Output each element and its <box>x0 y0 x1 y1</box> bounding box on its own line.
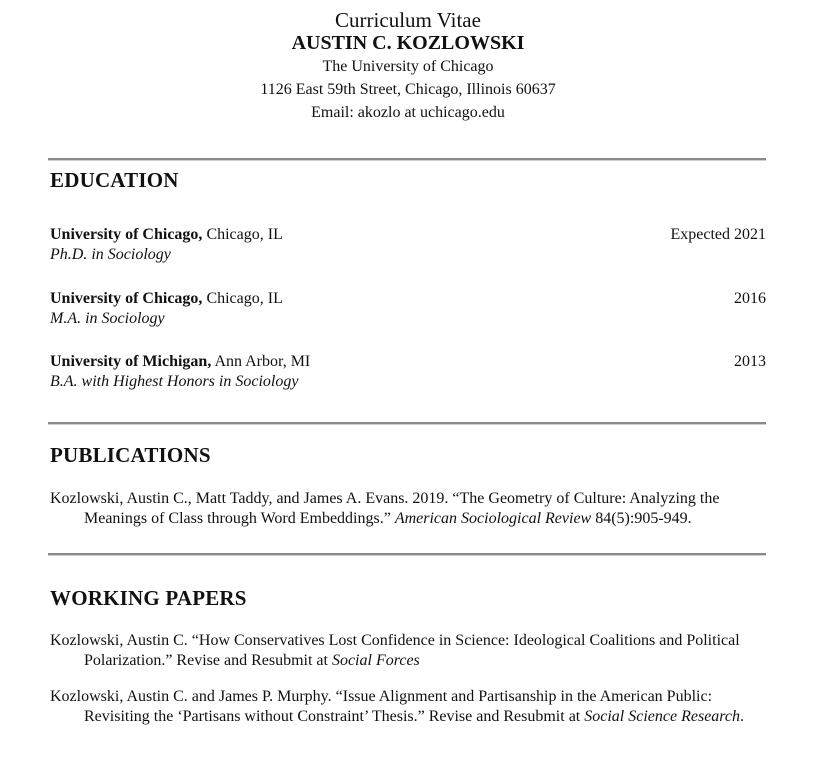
publications-heading: PUBLICATIONS <box>50 443 211 467</box>
school-name: University of Michigan, <box>50 353 212 370</box>
school-name: University of Chicago, <box>50 290 203 307</box>
citation-suffix: . <box>740 708 745 725</box>
degree: M.A. in Sociology <box>50 310 165 327</box>
education-date: 2013 <box>734 353 766 370</box>
school-location: Chicago, IL <box>202 226 283 243</box>
institution: The University of Chicago <box>322 58 494 75</box>
school-name: University of Chicago, <box>50 226 203 243</box>
school-location: Chicago, IL <box>202 290 283 307</box>
section-divider <box>48 553 766 556</box>
citation-text: Kozlowski, Austin C. and James P. Murphy. “Issue Alignment and Partisanship in the American Public: Revisiting the ‘Partisans without Constraint’ Thesis.” Revise and Resubmit at <box>50 688 713 725</box>
education-entry <box>50 352 766 392</box>
education-entry <box>50 225 766 265</box>
citation-venue: Social Science Research <box>584 708 741 725</box>
degree: Ph.D. in Sociology <box>50 246 171 263</box>
email: Email: akozlo at uchicago.edu <box>311 104 505 121</box>
cv-header <box>0 8 816 124</box>
section-divider <box>48 158 766 161</box>
address: 1126 East 59th Street, Chicago, Illinois 60637 <box>260 81 556 98</box>
author-name: AUSTIN C. KOZLOWSKI <box>291 32 525 54</box>
working-paper-item <box>50 631 766 671</box>
citation-venue: Social Forces <box>331 652 420 669</box>
section-divider <box>48 422 766 425</box>
education-date: Expected 2021 <box>670 226 766 243</box>
citation-suffix: 84(5):905-949. <box>591 510 692 527</box>
education-entry <box>50 289 766 329</box>
citation-text: Kozlowski, Austin C. “How Conservatives Lost Confidence in Science: Ideological Coalitions and Political Polarization.” Revise and Resubmit at <box>50 632 740 669</box>
education-heading: EDUCATION <box>50 168 179 192</box>
citation-venue: American Sociological Review <box>394 510 592 527</box>
publication-item <box>50 489 766 529</box>
document-title: Curriculum Vitae <box>335 8 481 32</box>
school-location: Ann Arbor, MI <box>211 353 311 370</box>
education-date: 2016 <box>734 290 766 307</box>
working-papers-heading: WORKING PAPERS <box>50 586 247 610</box>
citation-text: Kozlowski, Austin C., Matt Taddy, and James A. Evans. 2019. “The Geometry of Culture: Analyzing the Meanings of Class through Word Embeddings.” <box>50 490 720 527</box>
working-paper-item <box>50 687 766 727</box>
degree: B.A. with Highest Honors in Sociology <box>50 373 299 390</box>
